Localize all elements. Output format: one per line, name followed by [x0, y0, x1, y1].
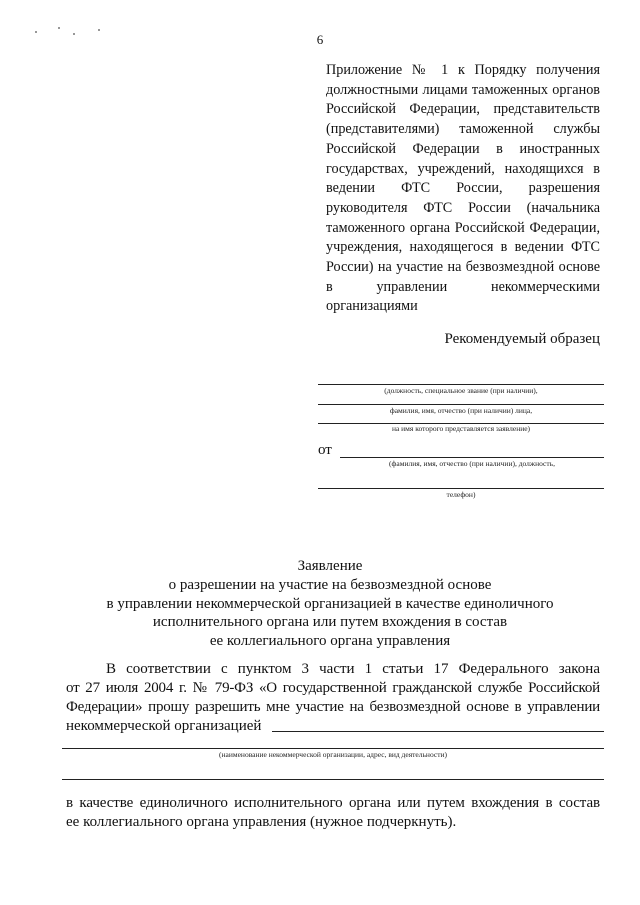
- title-line: в управлении некоммерческой организацией в качестве единоличного: [106, 595, 554, 612]
- organization-details-line: [62, 748, 604, 749]
- addressee-name-line: [318, 404, 604, 405]
- organization-details-caption: (наименование некоммерческой организации, адрес, вид деятельности): [219, 750, 447, 759]
- applicant-phone-line: [318, 488, 604, 489]
- from-label: от: [318, 442, 332, 458]
- title-line: исполнительного органа или путем вхождения в состав: [152, 614, 508, 631]
- page-number: 6: [316, 32, 324, 47]
- body-line-1: В соответствии с пунктом 3 части 1 статьи 17 Федерального закона: [106, 661, 600, 677]
- title-line: о разрешении на участие на безвозмездной основе: [168, 576, 492, 593]
- document-title: [60, 557, 600, 651]
- closing-line-2: ее коллегиального органа управления (нужное подчеркнуть).: [66, 814, 457, 830]
- addressee-recipient-caption: на имя которого представляется заявление): [391, 424, 531, 433]
- appendix-reference: Приложение № 1 к Порядку получения должностными лицами таможенных органов Российской Федерации, представительств (представителями) таможенной службы Российской Федерации в иностранных государствах, учреждений, находящихся в ведении ФТС России, разрешения руководителя ФТС России (начальника таможенного органа Российской Федерации, учреждения, находящегося в ведении ФТС России) на участие на безвозмездной основе в управлении некоммерческими организациями: [326, 62, 600, 315]
- addressee-name-caption: фамилия, имя, отчество (при наличии) лица,: [389, 406, 533, 415]
- title-line: ее коллегиального органа управления: [209, 633, 451, 650]
- addressee-position-caption: (должность, специальное звание (при наличии),: [384, 386, 538, 395]
- body-line-2: от 27 июля 2004 г. № 79-ФЗ «О государственной гражданской службе Российской: [66, 680, 600, 696]
- applicant-name-line: [340, 457, 604, 458]
- applicant-phone-caption: телефон): [446, 490, 476, 499]
- closing-line-1: в качестве единоличного исполнительного органа или путем вхождения в состав: [66, 795, 600, 811]
- sample-label: Рекомендуемый образец: [444, 331, 600, 347]
- body-line-4: некоммерческой организацией: [66, 718, 262, 734]
- scan-speck: [98, 29, 100, 31]
- addressee-position-line: [318, 384, 604, 385]
- scan-speck: [58, 27, 60, 29]
- body-line-3: Федерации» прошу разрешить мне участие на безвозмездной основе в управлении: [66, 699, 600, 715]
- applicant-name-caption: (фамилия, имя, отчество (при наличии), должность,: [389, 459, 555, 468]
- title-line: Заявление: [297, 558, 363, 574]
- organization-extra-line: [62, 779, 604, 780]
- organization-name-line: [272, 731, 604, 732]
